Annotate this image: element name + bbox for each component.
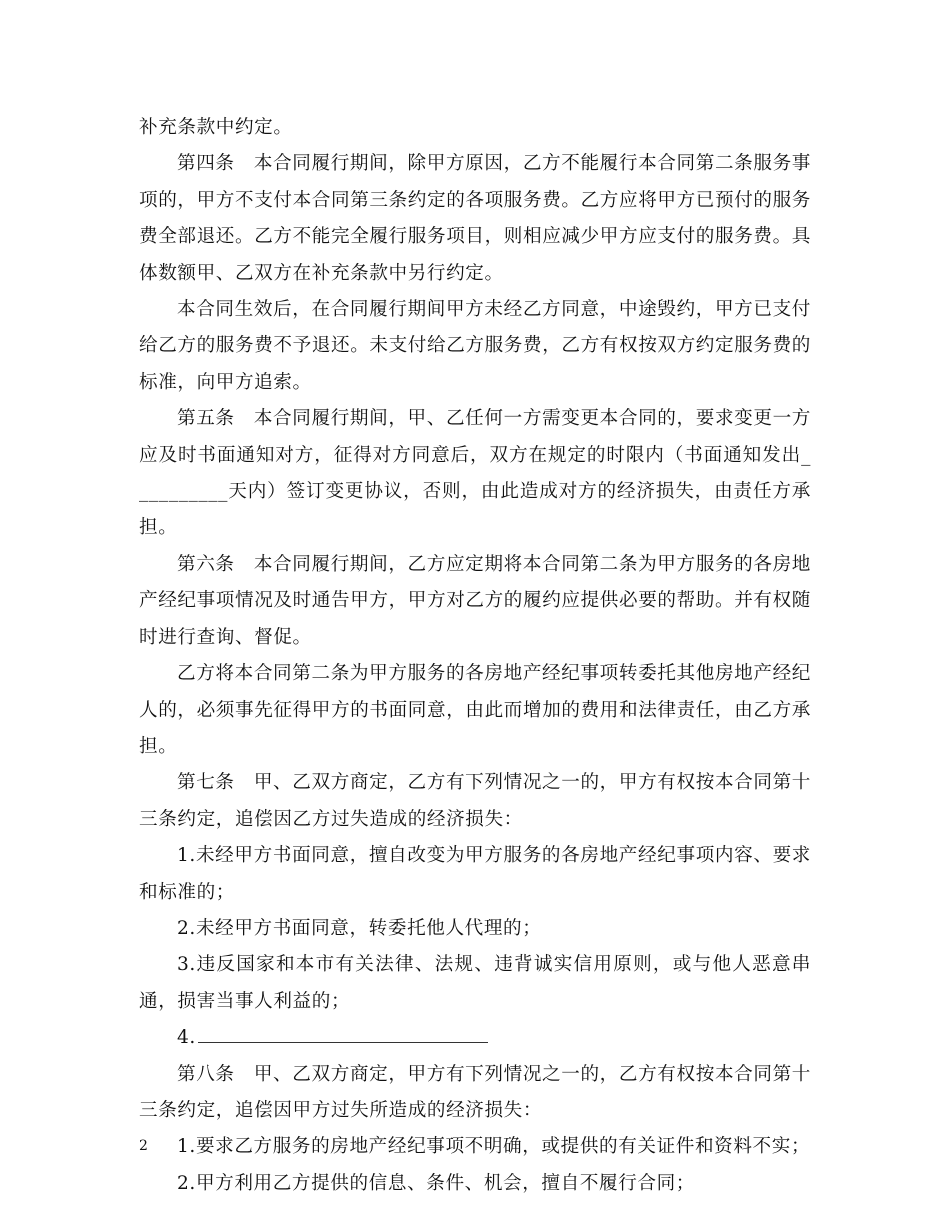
article-4-paragraph: 第四条 本合同履行期间，除甲方原因，乙方不能履行本合同第二条服务事项的，甲方不支付本合同第三条约定的各项服务费。乙方应将甲方已预付的服务费全部退还。乙方不能完全履行服务项目，则相应减少甲方应支付的服务费。具体数额甲、乙双方在补充条款中另行约定。 — [139, 153, 811, 284]
article-7-paragraph: 第七条 甲、乙双方商定，乙方有下列情况之一的，甲方有权按本合同第十三条约定，追偿因乙方过失造成的经济损失： — [139, 772, 811, 830]
article-6-paragraph: 第六条 本合同履行期间，乙方应定期将本合同第二条为甲方服务的各房地产经纪事项情况及时通告甲方，甲方对乙方的履约应提供必要的帮助。并有权随时进行查询、督促。 — [139, 553, 811, 648]
article-7-item-2: 2.未经甲方书面同意，转委托他人代理的； — [177, 917, 542, 939]
article-8-item-1: 1.要求乙方服务的房地产经纪事项不明确，或提供的有关证件和资料不实； — [177, 1136, 811, 1158]
subcontract-paragraph: 乙方将本合同第二条为甲方服务的各房地产经纪事项转委托其他房地产经纪人的，必须事先征得甲方的书面同意，由此而增加的费用和法律责任，由乙方承担。 — [139, 663, 811, 757]
article-8-item-2: 2.甲方利用乙方提供的信息、条件、机会，擅自不履行合同； — [177, 1172, 695, 1194]
paragraph-1: 补充条款中约定。 — [139, 117, 293, 138]
page-number: 2 — [139, 1138, 148, 1154]
article-7-item-1: 1.未经甲方书面同意，擅自改变为甲方服务的各房地产经纪事项内容、要求和标准的； — [139, 845, 811, 903]
article-7-item-4 — [139, 1020, 811, 1056]
blank-fill-line — [198, 1024, 488, 1043]
document-page — [139, 110, 811, 1202]
article-5-paragraph: 第五条 本合同履行期间，甲、乙任何一方需变更本合同的，要求变更一方应及时书面通知对方，征得对方同意后，双方在规定的时限内（书面通知发出__________天内）签订变更协议，否则，由此造成对方的经济损失，由责任方承担。 — [139, 408, 811, 539]
article-8-paragraph: 第八条 甲、乙双方商定，甲方有下列情况之一的，乙方有权按本合同第十三条约定，追偿因甲方过失所造成的经济损失： — [139, 1063, 811, 1121]
item-4-label: 4. — [177, 1027, 196, 1049]
breach-refund-paragraph: 本合同生效后，在合同履行期间甲方未经乙方同意，中途毁约，甲方已支付给乙方的服务费不予退还。未支付给乙方服务费，乙方有权按双方约定服务费的标准，向甲方追索。 — [139, 299, 811, 393]
article-7-item-3: 3.违反国家和本市有关法律、法规、违背诚实信用原则，或与他人恶意串通，损害当事人利益的； — [139, 954, 811, 1012]
